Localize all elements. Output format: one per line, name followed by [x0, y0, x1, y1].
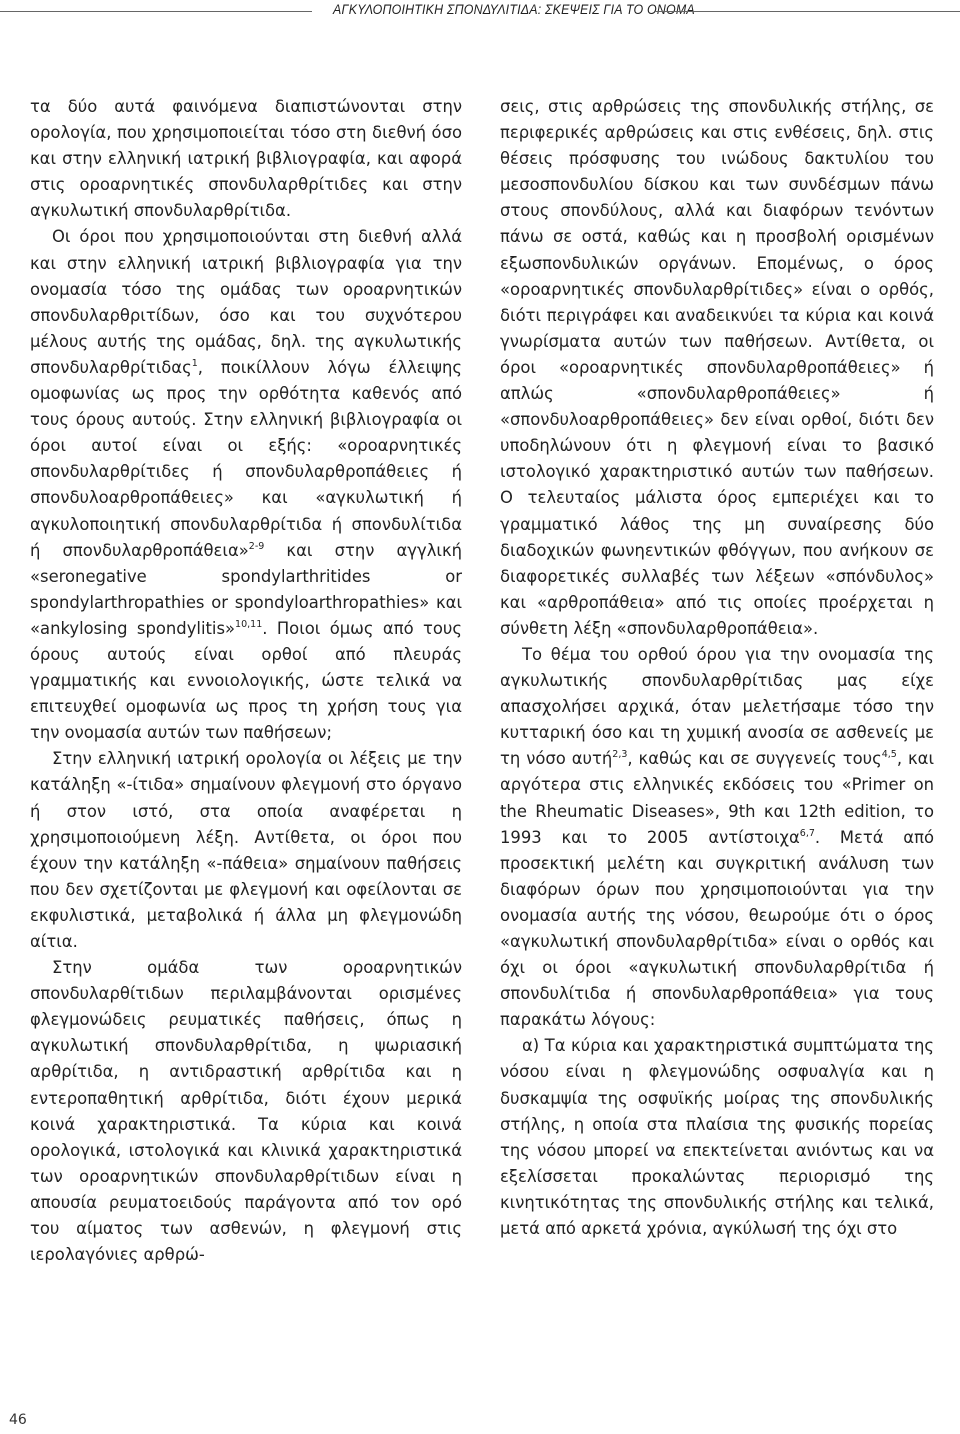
paragraph: Στην ελληνική ιατρική ορολογία οι λέξεις με την κατάληξη «-ίτιδα» σημαίνουν φλεγμονή στο όργανο ή στον ιστό, στα οποία αναφέρεται η χρησιμοποιούμενη λέξη. Αντίθετα, οι όροι που έχουν την κατάληξη «-πάθεια» σημαίνουν παθήσεις που δεν σχετίζονται με φλεγμονή και οφείλονται σε εκφυλιστικά, μεταβολικά ή άλλα μη φλεγμονώδη αίτια. [30, 749, 462, 951]
paragraph: σεις, στις αρθρώσεις της σπονδυλικής στήλης, σε περιφερικές αρθρώσεις και στις ενθέσεις, δηλ. στις θέσεις πρόσφυσης του ινώδους δακτυλίου του μεσοσπονδυλίου δίσκου και των συνδέσμων πάνω στους σπονδύλους, αλλά και διαφόρων τενόντων πάνω σε οστά, καθώς και η προσβολή ορισμένων εξωσπονδυλικών οργάνων. Επομένως, ο όρος «οροαρνητικές σπονδυλαρθρίτιδες» είναι ο ορθός, διότι περιγράφει και αναδεικνύει τα κύρια και κοινά γνωρίσματα αυτών των παθήσεων. Αντίθετα, οι όροι «οροαρνητικές σπονδυλαρθροπάθειες» ή απλώς «σπονδυλαρθροπάθειες» ή «σπονδυλοαρθροπάθειες» δεν είναι ορθοί, διότι δεν υποδηλώνουν ότι η φλεγμονή είναι το βασικό ιστολογικό χαρακτηριστικό αυτών των παθήσεων. Ο τελευταίος μάλιστα όρος εμπεριέχει και το γραμματικό λάθος της μη συναίρεσης δύο διαδοχικών φωνηεντικών φθόγγων, που ανήκουν σε διαφορετικές συλλαβές των λέξεων «σπόνδυλος» και «αρθροπάθεια» από τις οποίες προέρχεται η σύνθετη λέξη «σπονδυλαρθροπάθεια». [500, 97, 934, 638]
paragraph-text: . Μετά από προσεκτική μελέτη και συγκριτική ανάλυση των διαφόρων όρων που χρησιμοποιούνται για την ονομασία αυτής της νόσου, θεωρούμε ότι ο όρος «αγκυλωτική σπονδυλαρθρίτιδα» είναι ο ορθός και όχι οι όροι «αγκυλωτική σπονδυλαρθρίτιδα ή σπονδυλίτιδα ή σπονδυλαρθροπάθεια» για τους παρακάτω λόγους: [500, 827, 934, 1030]
paragraph [30, 224, 462, 746]
page-number: 46 [9, 1412, 27, 1428]
reference-superscript: 2,3 [612, 749, 628, 761]
paragraph: Στην ομάδα των οροαρνητικών σπονδυλαρθίτιδων περιλαμβάνονται ορισμένες φλεγμονώδεις ρευματικές παθήσεις, όπως η αγκυλωτική σπονδυλαρθρίτιδα, η ψωριασική αρθρίτιδα, η αντιδραστική αρθρίτιδα και η εντεροπαθητική αρθρίτιδα, διότι έχουν μερικά κοινά χαρακτηριστικά. Τα κύρια και κοινά ορολογικά, ιστολογικά και κλινικά χαρακτηριστικά των οροαρνητικών σπονδυλαρθρίτιδων είναι η απουσία ρευματοειδούς παράγοντα από τον ορό του αίματος των ασθενών, η φλεγμονή στις ιερολαγόνιες αρθρώ- [30, 958, 462, 1265]
paragraph-text: , καθώς και σε συγγενείς τους [627, 749, 882, 769]
reference-superscript: 6,7 [799, 827, 815, 839]
reference-superscript: 4,5 [881, 749, 897, 761]
paragraph-text: Το θέμα του ορθού όρου για την ονομασία της αγκυλωτικής σπονδυλαρθρίτιδας μας είχε απασχολήσει αρχικά, όταν μελετήσαμε τόσο την κυτταρική όσο και τη χυμική ανοσία σε ασθενείς με τη νόσο αυτή [500, 644, 934, 769]
reference-superscript: 1 [191, 357, 198, 369]
header-rule-left [0, 11, 312, 12]
reference-superscript: 10,11 [235, 618, 263, 630]
paragraph-text: Οι όροι που χρησιμοποιούνται στη διεθνή αλλά και στην ελληνική ιατρική βιβλιογραφία για την ονομασία τόσο της ομάδας των οροαρνητικών σπονδυλαρθριτίδων, όσο και του συχνότερου μέλους αυτής της ομάδας, δηλ. της αγκυλωτικής σπονδυλαρθρίτιδας [30, 227, 462, 377]
paragraph: α) Τα κύρια και χαρακτηριστικά συμπτώματα της νόσου είναι η φλεγμονώδης οσφυαλγία και η δυσκαμψία της οσφυϊκής μοίρας της σπονδυλικής στήλης, η οποία στα πλαίσια της φυσικής πορείας της νόσου μπορεί να επεκτείνεται ανιόντως και να εξελίσσεται προκαλώντας περιορισμό της κινητικότητας της σπονδυλικής στήλης και τελικά, μετά από αρκετά χρόνια, αγκύλωσή της όχι στο [500, 1036, 934, 1239]
paragraph-text: , ποικίλλουν λόγω έλλειψης ομοφωνίας ως προς την ορθότητα καθενός από τους όρους αυτούς. Στην ελληνική βιβλιογραφία οι όροι αυτοί είναι οι εξής: «οροαρνητικές σπονδυλαρθρίτιδες ή σπονδυλαρθροπάθειες ή σπονδυλοαρθροπάθειες» και «αγκυλωτική ή αγκυλοποιητική σπονδυλαρθρίτιδα ή σπονδυλίτιδα ή σπονδυλαρθροπάθεια» [30, 357, 462, 560]
paragraph-text: . Ποιοι όμως από τους όρους αυτούς είναι ορθοί από πλευράς γραμματικής και εννοιολογικής, ώστε τελικά να επιτευχθεί ομοφωνία ως προς τη χρήση τους για την ονομασία αυτών των παθήσεων; [30, 618, 462, 743]
running-header [0, 0, 960, 30]
paragraph [500, 642, 934, 1033]
reference-superscript: 2-9 [248, 540, 265, 552]
paragraph-text: , και αργότερα στις ελληνικές εκδόσεις του «Primer on the Rheumatic Diseases», 9th και 12th edition, το 1993 και το 2005 αντίστοιχα [500, 749, 935, 847]
header-rule-right [655, 11, 960, 12]
running-title: ΑΓΚΥΛΟΠΟΙΗΤΙΚΗ ΣΠΟΝΔΥΛΙΤΙΔΑ: ΣΚΕΨΕΙΣ ΓΙΑ ΤΟ ΟΝΟΜΑ [333, 2, 695, 17]
left-column [30, 94, 462, 1268]
paragraph-text: και στην αγγλική «seronegative spondylarthritides or spondylarthropathies or spondyloarthropathies» και «ankylosing spondylitis» [30, 540, 462, 638]
paragraph: τα δύο αυτά φαινόμενα διαπιστώνονται στην ορολογία, που χρησιμοποιείται τόσο στη διεθνή όσο και στην ελληνική ιατρική βιβλιογραφία, και αφορά στις οροαρνητικές σπονδυλαρθρίτιδες και στην αγκυλωτική σπονδυλαρθρίτιδα. [30, 97, 462, 221]
right-column [500, 94, 934, 1242]
